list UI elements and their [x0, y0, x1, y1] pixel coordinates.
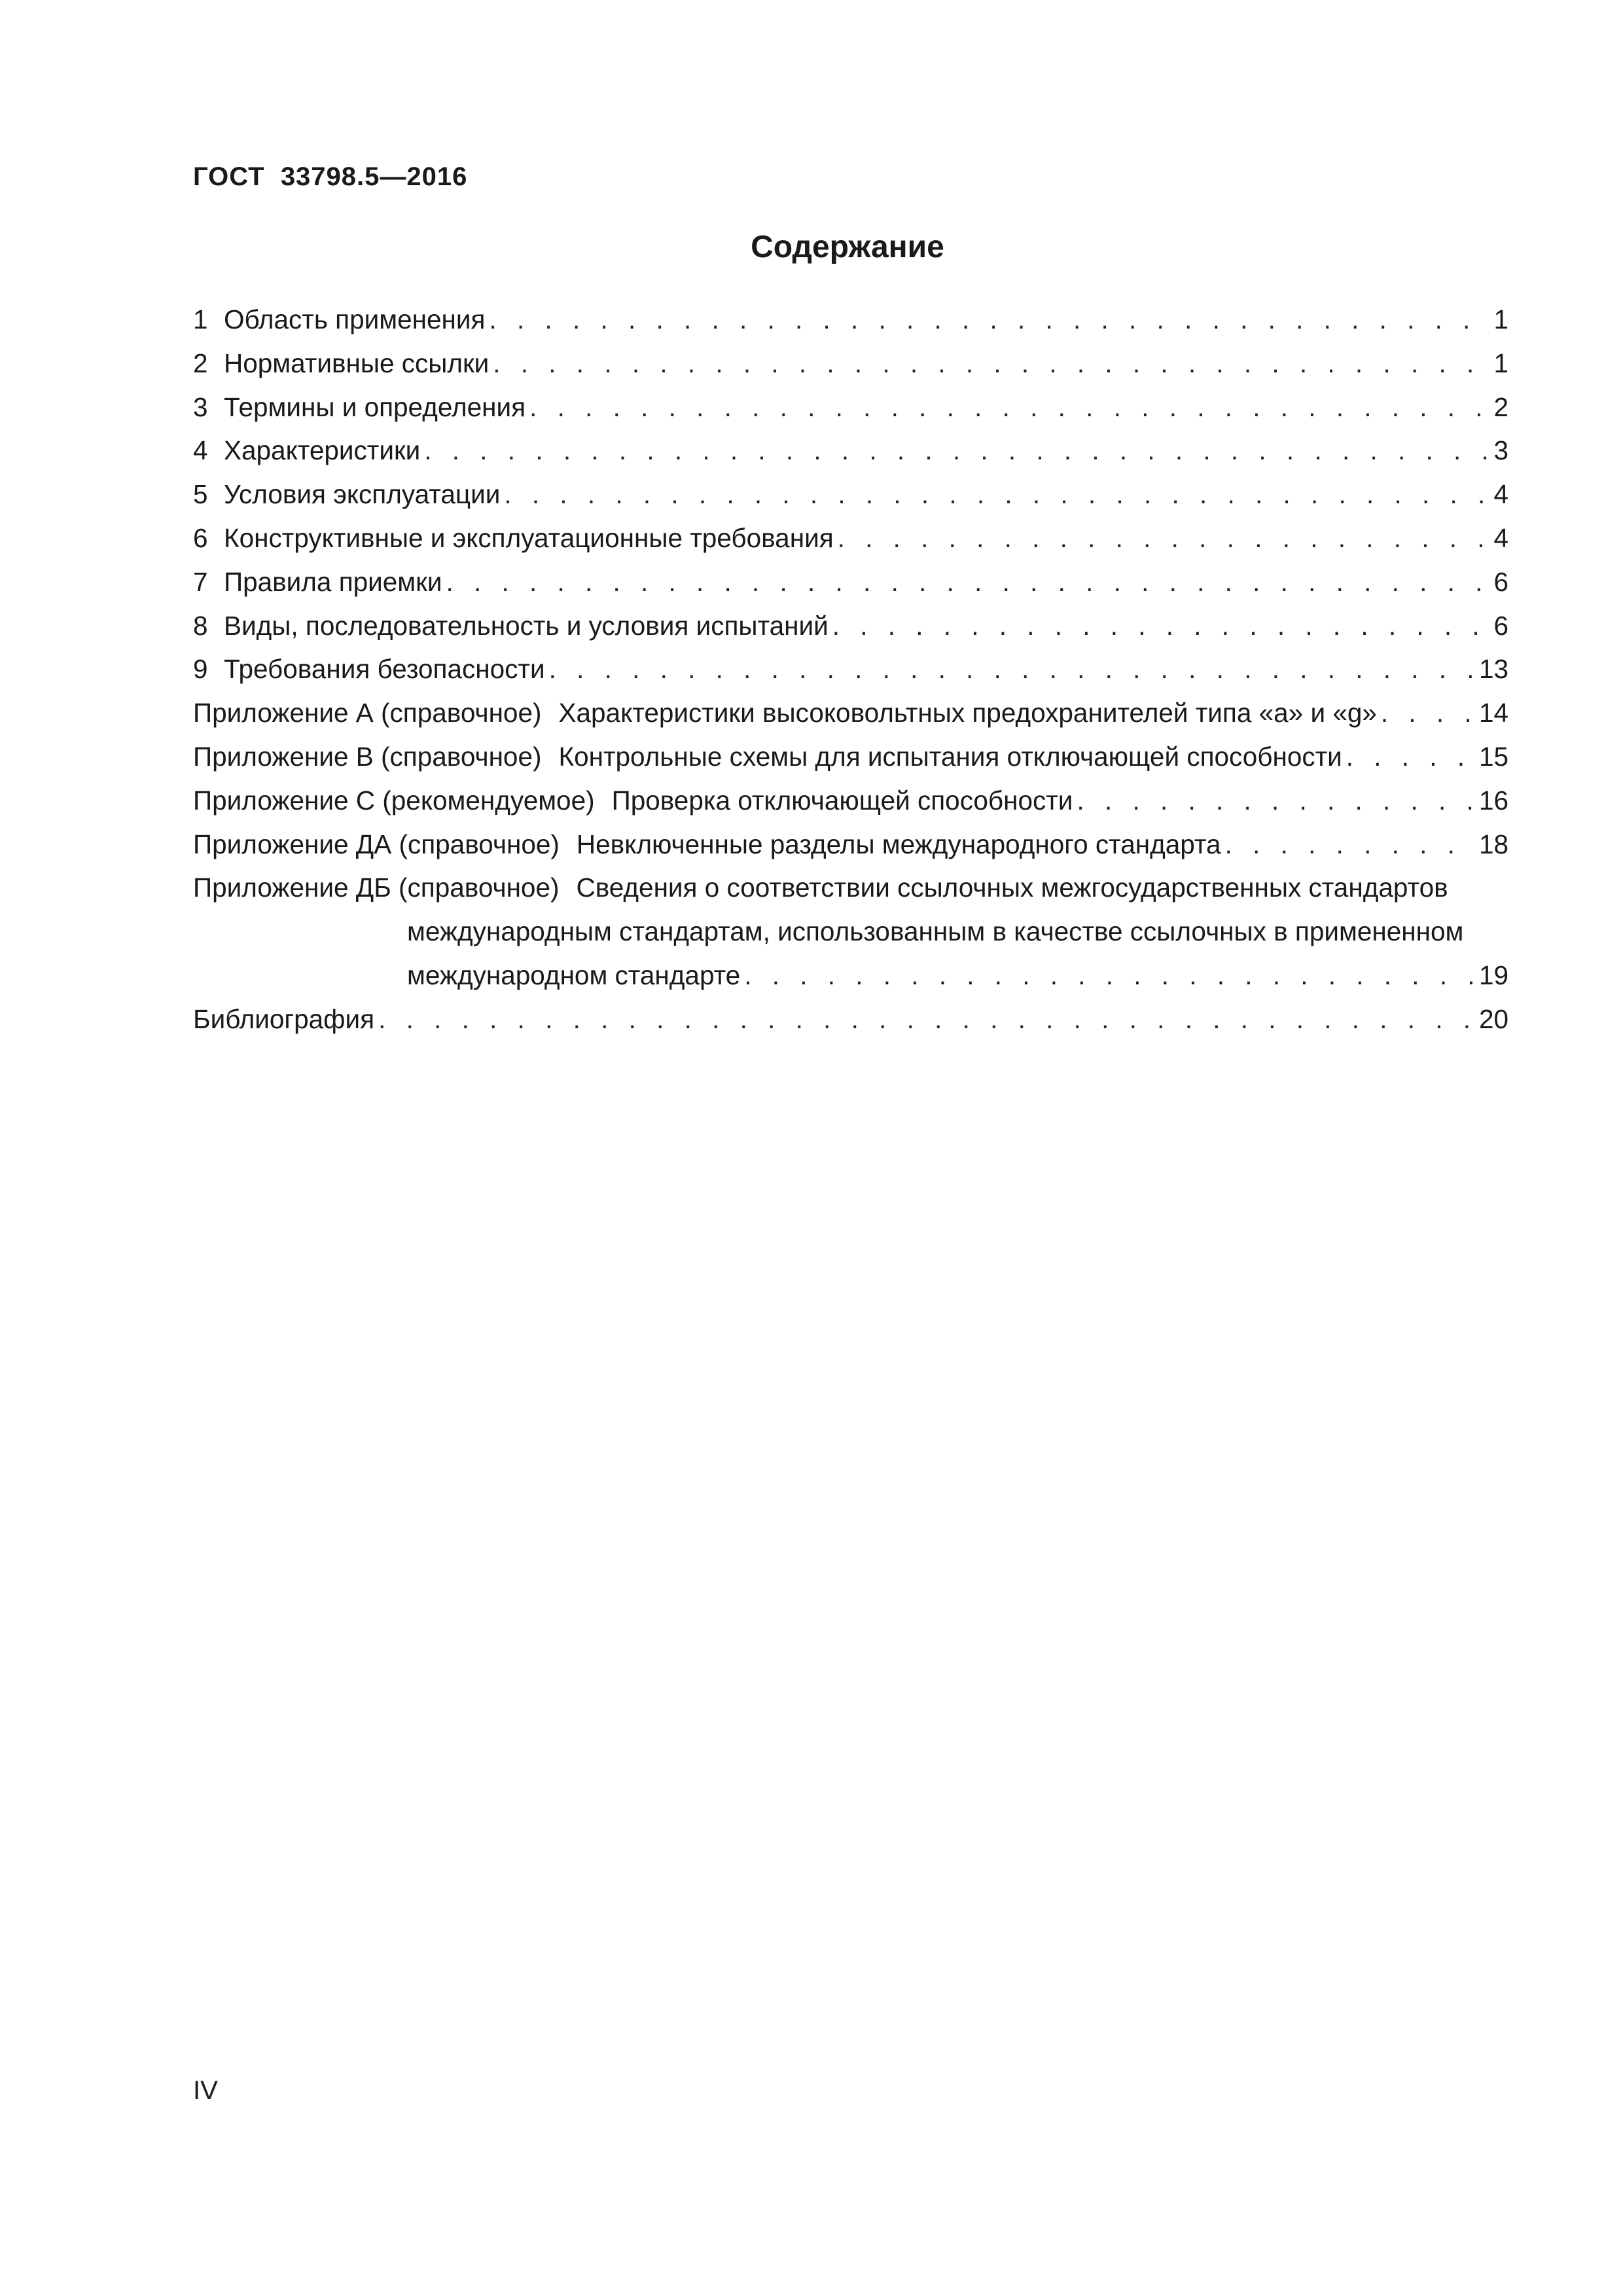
appendix-heading: Приложение ДБ (справочное) [193, 872, 560, 903]
dot-leader [832, 604, 1488, 648]
appendix-heading: Приложение А (справочное) [193, 698, 542, 728]
dot-leader [1346, 735, 1472, 779]
toc-entry-section-5[interactable] [193, 473, 1508, 516]
toc-entry-label: Термины и определения [224, 391, 526, 422]
toc-entry-page: 20 [1478, 1003, 1508, 1034]
toc-entry-number: 6 [193, 522, 208, 553]
dot-leader [424, 429, 1487, 473]
toc-entry-section-9[interactable] [193, 647, 1508, 691]
toc-entry-number: 3 [193, 391, 208, 422]
toc-entry-appendix-c[interactable] [193, 779, 1508, 823]
table-of-contents [193, 298, 1508, 1041]
toc-entry-number: 4 [193, 435, 208, 466]
toc-entry-label: Характеристики высоковольтных предохранителей типа «а» и «g» [558, 698, 1377, 728]
toc-entry-label: Нормативные ссылки [224, 348, 490, 378]
dot-leader [493, 342, 1487, 386]
toc-entry-number: 9 [193, 654, 208, 685]
toc-entry-first-line [193, 866, 1508, 910]
toc-entry-page: 4 [1493, 479, 1508, 510]
dot-leader [1225, 823, 1472, 867]
toc-entry-page: 2 [1493, 391, 1508, 422]
toc-entry-label-continuation: международным стандартам, использованным в качестве ссылочных в примененном [407, 916, 1464, 947]
page-number: IV [193, 2076, 218, 2105]
dot-leader [838, 516, 1488, 560]
dot-leader [549, 647, 1472, 691]
toc-entry-section-1[interactable] [193, 298, 1508, 342]
toc-entry-label: Требования безопасности [224, 654, 545, 685]
toc-entry-label: Сведения о соответствии ссылочных межгосударственных стандартов [576, 872, 1448, 903]
toc-entry-appendix-db[interactable] [193, 866, 1508, 997]
dot-leader [1077, 779, 1472, 823]
toc-entry-number: 8 [193, 610, 208, 641]
toc-entry-label: Контрольные схемы для испытания отключающей способности [558, 741, 1342, 772]
dot-leader [529, 386, 1487, 429]
toc-entry-last-line [193, 954, 1508, 997]
appendix-heading: Приложение С (рекомендуемое) [193, 785, 595, 816]
toc-entry-page: 1 [1493, 304, 1508, 334]
toc-entry-label: Виды, последовательность и условия испытаний [224, 610, 829, 641]
toc-entry-number: 7 [193, 566, 208, 597]
toc-entry-label: Проверка отключающей способности [611, 785, 1073, 816]
toc-entry-page: 6 [1493, 610, 1508, 641]
toc-entry-page: 13 [1478, 654, 1508, 685]
toc-entry-label: Характеристики [224, 435, 421, 466]
toc-entry-page: 4 [1493, 522, 1508, 553]
dot-leader [446, 560, 1488, 604]
toc-entry-page: 15 [1478, 741, 1508, 772]
toc-entry-section-6[interactable] [193, 516, 1508, 560]
toc-entry-bibliography[interactable] [193, 997, 1508, 1041]
toc-entry-appendix-a[interactable] [193, 691, 1508, 735]
document-header: ГОСТ 33798.5—2016 [193, 162, 468, 191]
toc-entry-number: 1 [193, 304, 208, 334]
toc-entry-label: Правила приемки [224, 566, 442, 597]
toc-entry-number: 5 [193, 479, 208, 510]
toc-entry-label: Область применения [224, 304, 486, 334]
toc-entry-label: Библиография [193, 1003, 375, 1034]
toc-entry-label: Конструктивные и эксплуатационные требования [224, 522, 834, 553]
toc-entry-section-2[interactable] [193, 342, 1508, 386]
toc-entry-section-3[interactable] [193, 386, 1508, 429]
dot-leader [489, 298, 1487, 342]
toc-entry-page: 18 [1478, 829, 1508, 859]
toc-entry-number: 2 [193, 348, 208, 378]
dot-leader [378, 997, 1472, 1041]
toc-entry-appendix-b[interactable] [193, 735, 1508, 779]
toc-entry-label: Невключенные разделы международного стандарта [576, 829, 1221, 859]
toc-title: Содержание [751, 230, 944, 264]
dot-leader [504, 473, 1487, 516]
appendix-heading: Приложение ДА (справочное) [193, 829, 560, 859]
toc-entry-page: 14 [1478, 698, 1508, 728]
toc-entry-label: Условия эксплуатации [224, 479, 501, 510]
toc-entry-appendix-da[interactable] [193, 823, 1508, 867]
toc-entry-page: 19 [1478, 960, 1508, 990]
toc-entry-section-8[interactable] [193, 604, 1508, 648]
toc-entry-page: 16 [1478, 785, 1508, 816]
toc-entry-section-7[interactable] [193, 560, 1508, 604]
toc-entry-page: 3 [1493, 435, 1508, 466]
toc-entry-page: 6 [1493, 566, 1508, 597]
toc-entry-page: 1 [1493, 348, 1508, 378]
dot-leader [744, 954, 1472, 997]
toc-entry-section-4[interactable] [193, 429, 1508, 473]
dot-leader [1381, 691, 1472, 735]
appendix-heading: Приложение В (справочное) [193, 741, 542, 772]
toc-entry-label-continuation: международном стандарте [407, 960, 741, 990]
